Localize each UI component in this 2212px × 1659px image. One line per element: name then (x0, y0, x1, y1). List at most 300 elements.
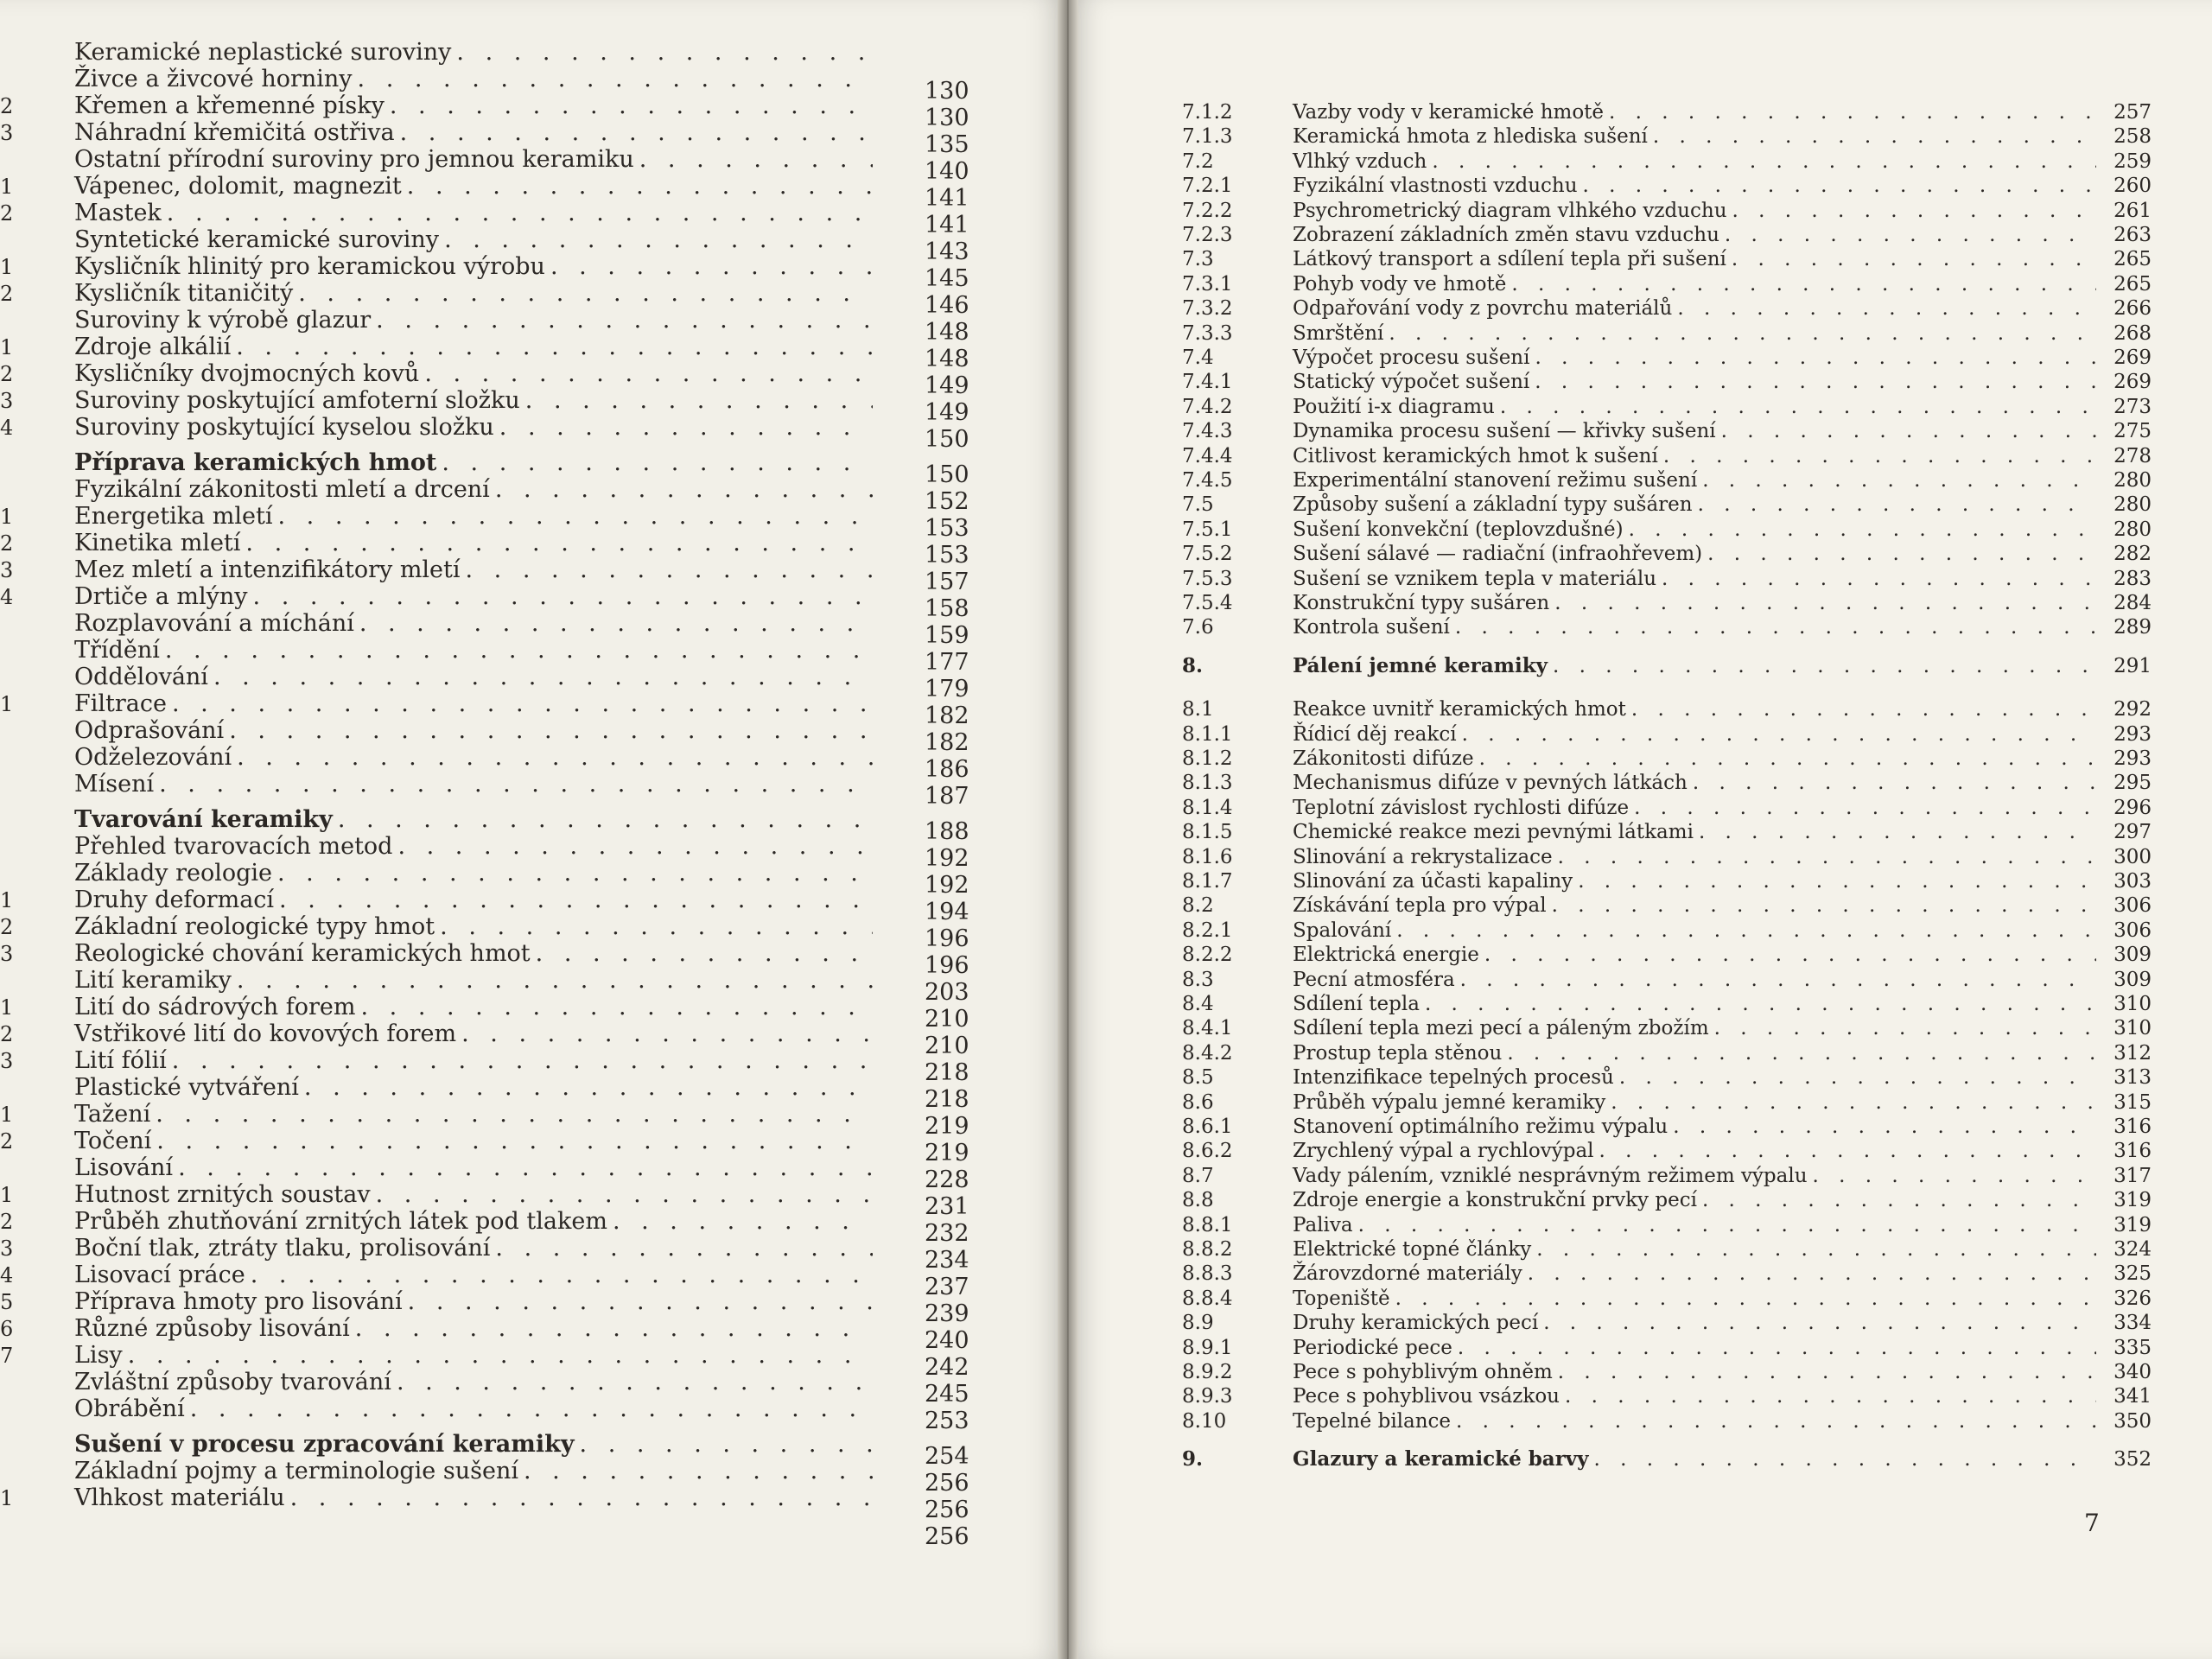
right-page (1068, 0, 2212, 1659)
toc-entry (0, 1181, 976, 1220)
toc-entry-page: 282 (2113, 543, 2152, 566)
toc-entry (0, 583, 976, 622)
toc-entry (1182, 223, 2212, 247)
toc-entry-title: Druhy keramických pecí (1293, 1312, 1539, 1335)
toc-entry-line (74, 120, 873, 146)
toc-entry-line (1293, 771, 2096, 795)
toc-entry (1182, 321, 2212, 346)
toc-entry-title: Boční tlak, ztráty tlaku, prolisování (74, 1235, 491, 1262)
toc-entry-page: 324 (2113, 1238, 2152, 1261)
dot-leader (1455, 615, 2096, 639)
toc-entry-line (1293, 591, 2096, 615)
toc-entry-title: Statický výpočet sušení (1293, 371, 1530, 394)
toc-entry-line (1293, 493, 2096, 517)
toc-entry (1182, 1237, 2212, 1262)
toc-entry-number: 1 (0, 175, 14, 199)
toc-entry-line (74, 227, 873, 253)
toc-entry-page: 265 (2113, 248, 2152, 271)
toc-entry-line (1293, 697, 2096, 721)
toc-entry-line (74, 450, 873, 476)
toc-entry-line (74, 807, 873, 833)
toc-entry-page: 149 (925, 399, 969, 426)
toc-entry-number: 8.3 (1182, 968, 1214, 991)
toc-entry-page: 310 (2113, 1017, 2152, 1040)
toc-entry (1182, 174, 2212, 198)
dot-leader (440, 914, 873, 940)
toc-entry-line (1293, 820, 2096, 844)
toc-entry-number: 2 (0, 1129, 14, 1154)
toc-entry (0, 1288, 976, 1327)
toc-entry-page: 317 (2113, 1164, 2152, 1187)
toc-entry-page: 309 (2113, 968, 2152, 991)
toc-entry-number: 8.5 (1182, 1066, 1214, 1090)
dot-leader (1536, 1237, 2096, 1262)
toc-entry-title: Zákonitosti difúze (1293, 747, 1474, 770)
toc-entry (0, 556, 976, 595)
toc-entry-title: Fyzikální zákonitosti mletí a drcení (74, 476, 490, 503)
toc-entry-line (74, 638, 873, 664)
dot-leader (1619, 1065, 2096, 1090)
toc-entry-page: 261 (2113, 199, 2152, 222)
toc-entry-title: Různé způsoby lisování (74, 1315, 350, 1342)
dot-leader (277, 861, 873, 887)
toc-entry (1182, 722, 2212, 747)
toc-entry-title: Pálení jemné keramiky (1293, 653, 1548, 677)
toc-entry-number: 7.3.1 (1182, 272, 1233, 296)
toc-entry-number: 1 (0, 1103, 14, 1127)
toc-entry-line (1293, 1360, 2096, 1384)
toc-entry-line (74, 1102, 873, 1128)
toc-entry-page: 256 (925, 1497, 969, 1523)
toc-entry-line (1293, 615, 2096, 639)
toc-entry-page: 150 (925, 461, 969, 488)
toc-entry (1182, 444, 2212, 468)
toc-entry-title: Živce a živcové horniny (74, 66, 353, 92)
dot-leader (1462, 722, 2096, 747)
toc-entry-line (1293, 893, 2096, 918)
toc-entry-number: 6 (0, 1317, 14, 1341)
toc-entry-title: Obrábění (74, 1395, 185, 1422)
toc-entry (1182, 654, 2212, 678)
toc-entry-line (1293, 1336, 2096, 1360)
toc-entry (0, 200, 976, 238)
toc-entry-number: 8.9.2 (1182, 1361, 1233, 1383)
toc-entry-number: 2 (0, 201, 14, 226)
dot-leader (1507, 1041, 2096, 1065)
toc-entry (0, 449, 976, 488)
dot-leader (524, 1459, 873, 1484)
toc-entry-number: 8.6.1 (1182, 1116, 1233, 1138)
toc-entry-number: 8.1.3 (1182, 772, 1233, 795)
toc-entry (1182, 893, 2212, 918)
toc-entry-line (74, 361, 873, 387)
toc-entry (0, 806, 976, 845)
toc-entry (1182, 296, 2212, 321)
toc-entry-title: Náhradní křemičitá ostřiva (74, 119, 395, 146)
toc-entry-title: Pohyb vody ve hmotě (1293, 272, 1507, 296)
dot-leader (1358, 1213, 2096, 1237)
toc-entry (0, 744, 976, 783)
dot-leader (456, 40, 873, 66)
toc-entry (1182, 1336, 2212, 1360)
dot-leader (355, 1316, 873, 1342)
toc-entry-title: Tvarování keramiky (74, 806, 333, 833)
toc-entry (0, 476, 976, 515)
dot-leader (359, 611, 873, 637)
toc-entry-title: Sušení konvekční (teplovzdušné) (1293, 518, 1624, 541)
toc-entry-title: Tepelné bilance (1293, 1409, 1452, 1433)
toc-entry-number: 2 (0, 531, 14, 556)
dot-leader (1554, 591, 2096, 615)
toc-entry-page: 153 (925, 542, 969, 569)
toc-entry-page: 152 (925, 488, 969, 515)
toc-entry-line (74, 745, 873, 771)
toc-entry-line (74, 914, 873, 940)
toc-entry-title: Odpařování vody z povrchu materiálů (1293, 297, 1673, 321)
toc-entry-title: Výpočet procesu sušení (1293, 346, 1530, 369)
toc-entry-line (74, 1432, 873, 1458)
toc-entry-number: 8.8.3 (1182, 1262, 1233, 1286)
toc-entry-line (1293, 654, 2096, 678)
toc-entry-number: 7.1.2 (1182, 101, 1233, 124)
toc-entry-line (74, 1343, 873, 1369)
dot-leader (229, 718, 873, 744)
dot-leader (361, 995, 874, 1020)
toc-entry (0, 887, 976, 925)
toc-entry (1182, 1065, 2212, 1090)
toc-entry-line (1293, 1164, 2096, 1188)
toc-entry-title: Intenzifikace tepelných procesů (1293, 1066, 1614, 1090)
toc-entry-title: Spalování (1293, 918, 1392, 942)
dot-leader (128, 1343, 873, 1369)
dot-leader (338, 807, 873, 833)
toc-entry-number: 8.9.3 (1182, 1385, 1233, 1408)
toc-entry (0, 1512, 976, 1550)
toc-entry-title: Stanovení optimálního režimu výpalu (1293, 1116, 1669, 1138)
toc-entry-title: Lití keramiky (74, 967, 232, 994)
toc-entry-line (74, 887, 873, 913)
toc-entry-title: Dynamika procesu sušení — křivky sušení (1293, 420, 1716, 443)
toc-entry-line (1293, 223, 2096, 247)
toc-entry-title: Zobrazení základních změn stavu vzduchu (1293, 224, 1719, 246)
toc-entry-page: 340 (2113, 1361, 2152, 1383)
toc-entry (0, 1262, 976, 1300)
toc-entry (1182, 747, 2212, 771)
dot-leader (1702, 468, 2096, 493)
toc-entry (0, 334, 976, 372)
toc-entry-line (74, 1209, 873, 1235)
toc-entry-page: 300 (2113, 845, 2152, 868)
dot-leader (397, 1370, 873, 1395)
toc-entry-title: Sušení v procesu zpracování keramiky (74, 1431, 575, 1458)
toc-entry-line (74, 1262, 873, 1288)
toc-entry-page: 265 (2113, 272, 2152, 296)
toc-entry-title: Slinování a rekrystalizace (1293, 845, 1553, 868)
toc-entry-number: 8. (1182, 653, 1204, 677)
toc-entry-line (1293, 395, 2096, 419)
toc-entry-page: 269 (2113, 346, 2152, 369)
toc-entry-title: Elektrické topné články (1293, 1238, 1532, 1261)
toc-entry (1182, 1041, 2212, 1065)
toc-entry-page: 289 (2113, 616, 2152, 639)
dot-leader (156, 1102, 873, 1128)
toc-entry-line (74, 308, 873, 334)
toc-entry (1182, 1447, 2212, 1471)
dot-leader (1631, 697, 2096, 721)
toc-entry (1182, 820, 2212, 844)
toc-entry-line (1293, 1384, 2096, 1408)
toc-entry-page: 219 (925, 1113, 969, 1140)
toc-entry-page: 293 (2113, 747, 2152, 770)
toc-entry-number: 8.2 (1182, 894, 1214, 918)
toc-entry-title: Elektrická energie (1293, 944, 1479, 967)
toc-entry-page: 188 (925, 818, 969, 845)
toc-entry (0, 173, 976, 212)
dot-leader (290, 1485, 873, 1511)
toc-entry-number: 7.3.2 (1182, 297, 1233, 321)
dot-leader (1594, 1447, 2096, 1471)
toc-entry-title: Lisy (74, 1342, 123, 1369)
toc-entry-number: 8.1.1 (1182, 722, 1233, 746)
toc-entry-number: 7.4 (1182, 346, 1214, 369)
toc-entry-title: Suroviny poskytující amfoterní složku (74, 387, 520, 414)
dot-leader (165, 638, 873, 664)
toc-entry-number: 2 (0, 282, 14, 306)
dot-leader (237, 968, 873, 994)
toc-entry-title: Odželezování (74, 744, 232, 771)
toc-entry-page: 143 (925, 238, 969, 265)
dot-leader (1662, 567, 2096, 591)
toc-entry-page: 231 (925, 1193, 969, 1220)
toc-entry-number: 5 (0, 1290, 14, 1314)
toc-entry-page: 182 (925, 729, 969, 756)
dot-leader (298, 281, 873, 307)
toc-entry (0, 1315, 976, 1354)
toc-entry (0, 146, 976, 185)
toc-entry-page: 256 (925, 1470, 969, 1497)
toc-entry-title: Příprava hmoty pro lisování (74, 1288, 403, 1315)
toc-entry (1182, 100, 2212, 124)
toc-entry-title: Mastek (74, 200, 162, 226)
toc-entry-page: 297 (2113, 821, 2152, 844)
toc-entry (0, 66, 976, 105)
toc-entry-title: Pece s pohyblivým ohněm (1293, 1361, 1553, 1383)
toc-entry-title: Křemen a křemenné písky (74, 92, 385, 119)
toc-entry-line (1293, 796, 2096, 820)
toc-entry-page: 149 (925, 372, 969, 399)
dot-leader (1634, 796, 2096, 820)
dot-leader (190, 1396, 873, 1422)
toc-entry (1182, 697, 2212, 721)
dot-leader (1500, 395, 2096, 419)
dot-leader (279, 887, 873, 913)
toc-entry-number: 7.1.3 (1182, 125, 1233, 149)
toc-entry-number: 8.6.2 (1182, 1140, 1233, 1163)
toc-entry-page: 278 (2113, 444, 2152, 467)
dot-leader (1725, 223, 2096, 247)
toc-entry-number: 8.1.2 (1182, 747, 1233, 770)
toc-entry-line (74, 415, 873, 441)
toc-entry (1182, 247, 2212, 271)
toc-entry-number: 8.7 (1182, 1164, 1214, 1187)
toc-entry-page: 187 (925, 783, 969, 810)
toc-entry-number: 8.4 (1182, 993, 1214, 1015)
toc-entry-title: Točení (74, 1128, 152, 1154)
toc-entry-line (74, 40, 873, 66)
toc-entry-line (74, 334, 873, 360)
toc-entry-page: 245 (925, 1381, 969, 1408)
toc-entry-line (1293, 346, 2096, 370)
toc-entry (0, 771, 976, 810)
toc-entry-number: 1 (0, 692, 14, 716)
dot-leader (1558, 1360, 2096, 1384)
toc-entry-page: 341 (2113, 1385, 2152, 1408)
toc-entry (1182, 1139, 2212, 1163)
dot-leader (1629, 518, 2096, 542)
toc-entry-title: Pece s pohyblivou vsázkou (1293, 1385, 1560, 1408)
toc-entry-page: 148 (925, 319, 969, 346)
toc-entry (1182, 395, 2212, 419)
dot-leader (1543, 1311, 2096, 1335)
toc-entry-number: 3 (0, 1236, 14, 1261)
toc-entry-page: 263 (2113, 224, 2152, 246)
toc-entry-title: Způsoby sušení a základní typy sušáren (1293, 493, 1693, 517)
dot-leader (1553, 654, 2096, 678)
dot-leader (424, 361, 873, 387)
toc-entry-number: 8.1 (1182, 698, 1214, 721)
dot-leader (1458, 1336, 2096, 1360)
toc-entry-number: 1 (0, 1183, 14, 1207)
dot-leader (1673, 1115, 2096, 1139)
dot-leader (390, 93, 873, 119)
dot-leader (1693, 771, 2096, 795)
toc-entry-title: Kysličníky dvojmocných kovů (74, 360, 420, 387)
toc-entry-number: 7.2.3 (1182, 224, 1233, 246)
toc-entry-title: Ostatní přírodní suroviny pro jemnou keramiku (74, 146, 634, 173)
toc-entry-page: 334 (2113, 1312, 2152, 1335)
toc-entry-title: Plastické vytváření (74, 1074, 299, 1101)
dot-leader (251, 1262, 873, 1288)
toc-entry-title: Látkový transport a sdílení tepla při sušení (1293, 248, 1726, 271)
toc-entry (0, 1154, 976, 1193)
toc-entry-number: 7.4.3 (1182, 420, 1233, 443)
toc-entry-page: 269 (2113, 371, 2152, 394)
toc-entry (0, 119, 976, 158)
dot-leader (237, 745, 873, 771)
dot-leader (1677, 296, 2096, 321)
toc-entry-page: 135 (925, 131, 969, 158)
toc-entry-line (1293, 992, 2096, 1016)
toc-entry-page: 140 (925, 158, 969, 185)
dot-leader (1484, 943, 2096, 967)
toc-entry-page: 130 (925, 78, 969, 105)
toc-entry-title: Příprava keramických hmot (74, 449, 437, 476)
toc-entry-number: 7.5.4 (1182, 592, 1233, 614)
toc-entry-page: 242 (925, 1354, 969, 1381)
toc-entry (1182, 419, 2212, 443)
toc-entry-page: 316 (2113, 1116, 2152, 1138)
toc-entry-title: Průběh zhutňování zrnitých látek pod tlakem (74, 1208, 607, 1235)
toc-entry-line (1293, 747, 2096, 771)
toc-entry-page: 150 (925, 426, 969, 453)
toc-entry (0, 1431, 976, 1470)
toc-entry-number: 2 (0, 1210, 14, 1234)
toc-entry-title: Vazby vody v keramické hmotě (1293, 101, 1605, 124)
toc-entry-line (74, 1182, 873, 1208)
toc-entry-page: 253 (925, 1408, 969, 1434)
toc-entry (0, 994, 976, 1033)
toc-entry-number: 8.10 (1182, 1409, 1227, 1433)
toc-entry-title: Rozplavování a míchání (74, 610, 354, 637)
toc-entry-number: 8.4.1 (1182, 1017, 1233, 1040)
toc-entry-title: Pecní atmosféra (1293, 968, 1455, 991)
toc-entry-page: 273 (2113, 395, 2152, 418)
toc-entry-page: 141 (925, 185, 969, 212)
toc-entry-number: 3 (0, 389, 14, 413)
dot-leader (213, 664, 873, 690)
toc-entry-page: 257 (2113, 101, 2152, 124)
toc-entry-page: 326 (2113, 1287, 2152, 1310)
toc-entry-number: 8.2.2 (1182, 944, 1233, 967)
toc-entry (0, 1369, 976, 1408)
toc-entry (1182, 370, 2212, 394)
dot-leader (1599, 1139, 2096, 1163)
toc-entry (1182, 567, 2212, 591)
toc-entry (1182, 1213, 2212, 1237)
dot-leader (499, 415, 873, 441)
toc-entry-title: Sušení sálavé — radiační (infraohřevem) (1293, 543, 1703, 566)
dot-leader (1479, 747, 2096, 771)
toc-entry-page: 352 (2113, 1448, 2152, 1471)
toc-entry-page: 210 (925, 1033, 969, 1059)
toc-entry-number: 7.2 (1182, 149, 1214, 173)
toc-entry-line (1293, 1287, 2096, 1311)
dot-leader (1702, 1188, 2096, 1212)
toc-entry-line (74, 557, 873, 583)
toc-entry-title: Hutnost zrnitých soustav (74, 1181, 371, 1208)
toc-entry-page: 291 (2113, 654, 2152, 677)
dot-leader (1460, 968, 2096, 992)
dot-leader (172, 691, 873, 717)
toc-entry-line (1293, 419, 2096, 443)
toc-entry-number: 8.8.1 (1182, 1213, 1233, 1236)
toc-entry-line (74, 1021, 873, 1047)
dot-leader (167, 200, 873, 226)
toc-entry-page: 283 (2113, 567, 2152, 590)
toc-entry-line (1293, 869, 2096, 893)
toc-entry-title: Zdroje energie a konstrukční prvky pecí (1293, 1189, 1697, 1212)
toc-entry-number: 4 (0, 416, 14, 440)
toc-entry-title: Lisovací práce (74, 1262, 245, 1288)
toc-entry-line (1293, 968, 2096, 992)
toc-entry (0, 1208, 976, 1247)
dot-leader (253, 584, 873, 610)
toc-entry-title: Keramická hmota z hlediska sušení (1293, 125, 1648, 149)
toc-entry-line (1293, 149, 2096, 174)
toc-entry (0, 637, 976, 676)
toc-entry-page: 210 (925, 1006, 969, 1033)
toc-entry-page: 258 (2113, 125, 2152, 149)
toc-entry-line (74, 1459, 873, 1484)
toc-entry-title: Vady pálením, vzniklé nesprávným režimem výpalu (1293, 1164, 1808, 1187)
toc-entry-number: 7.4.4 (1182, 444, 1233, 467)
toc-entry-number: 4 (0, 1263, 14, 1287)
toc-entry (1182, 493, 2212, 517)
toc-entry-number: 8.4.2 (1182, 1041, 1233, 1065)
toc-entry-page: 309 (2113, 944, 2152, 967)
toc-entry-number: 1 (0, 1486, 14, 1510)
toc-entry-page: 192 (925, 845, 969, 872)
